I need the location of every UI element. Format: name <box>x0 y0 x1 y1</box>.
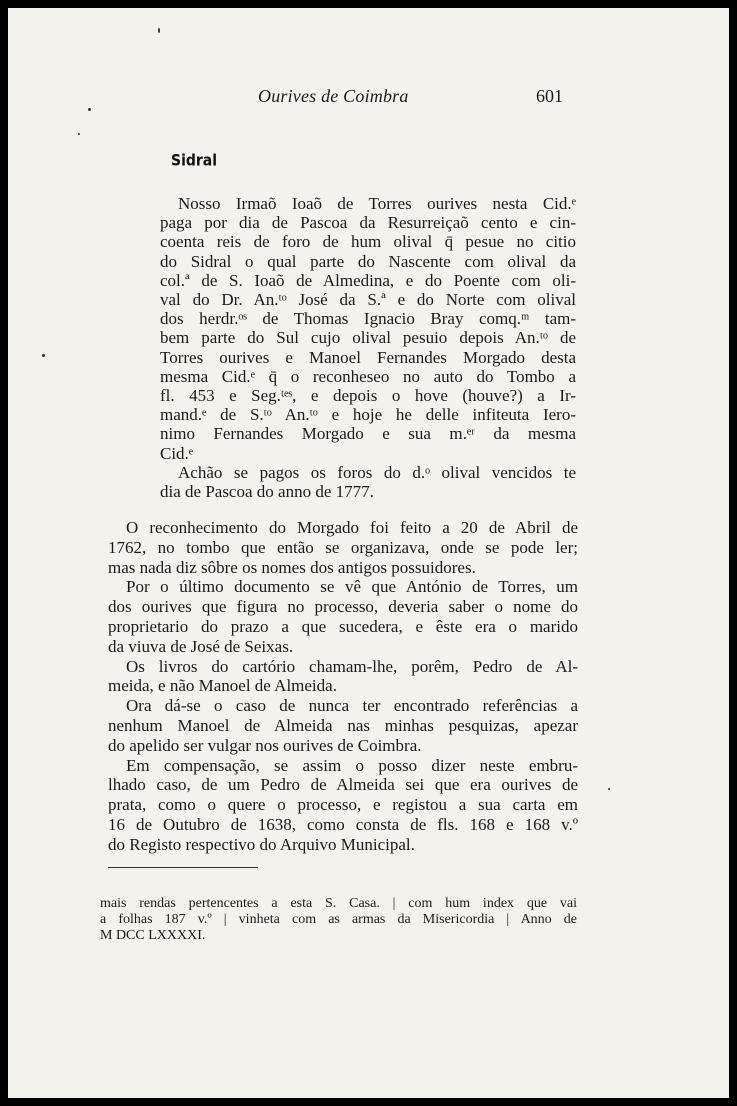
body-line: Por o último documento se vê que António de Torres, um <box>126 577 578 597</box>
footnote-line: M DCC LXXXXI. <box>100 928 206 944</box>
document-line: Torres ourives e Manoel Fernandes Morgado desta <box>160 347 576 367</box>
body-line: mas nada diz sôbre os nomes dos antigos possuidores. <box>108 557 476 577</box>
document-line: bem parte do Sul cujo olival pesuio depois An.ᵗᵒ de <box>160 328 576 348</box>
print-speck <box>78 133 80 135</box>
book-page <box>8 8 729 1098</box>
footnote <box>100 896 577 945</box>
body-line: proprietario do prazo a que sucedera, e êste era o marido <box>108 616 578 636</box>
body-line: 1762, no tombo que então se organizava, onde se pode ler; <box>108 537 578 557</box>
running-head <box>8 86 729 110</box>
body-line: 16 de Outubro de 1638, como consta de fls. 168 e 168 v.º <box>108 814 578 834</box>
body-line: da viuva de José de Seixas. <box>108 636 294 656</box>
body-line: do Registo respectivo do Arquivo Municipal. <box>108 834 415 854</box>
body-text <box>108 518 578 855</box>
section-heading: Sidral <box>171 151 218 171</box>
print-speck <box>608 788 610 790</box>
document-line: dia de Pascoa do anno de 1777. <box>160 482 374 502</box>
document-line: coenta reis de foro de hum olival q̄ pesue no citio <box>160 232 576 252</box>
body-line: meida, e não Manoel de Almeida. <box>108 676 337 696</box>
print-speck <box>158 28 160 33</box>
document-line: nimo Fernandes Morgado e sua m.ᵉʳ da mesma <box>160 424 576 444</box>
body-line: Em compensação, se assim o posso dizer neste embru- <box>126 755 578 775</box>
document-line: dos herdr.ᵒˢ de Thomas Ignacio Bray comq.ᵐ tam- <box>160 309 576 329</box>
document-line: Nosso Irmaõ Ioaõ de Torres ourives nesta Cid.ᵉ <box>178 194 576 213</box>
body-line: lhado caso, de um Pedro de Almeida sei que era ourives de <box>108 775 578 795</box>
document-line: Cid.ᵉ <box>160 443 194 463</box>
document-line: mand.ᵉ de S.ᵗᵒ An.ᵗᵒ e hoje he delle infiteuta Iero- <box>160 405 576 425</box>
document-line: val do Dr. An.ᵗᵒ José da S.ª e do Norte com olival <box>160 290 576 310</box>
body-line: nenhum Manoel de Almeida nas minhas pesquizas, apezar <box>108 715 578 735</box>
print-speck <box>88 108 91 111</box>
footnote-line: a folhas 187 v.º | vinheta com as armas da Misericordia | Anno de <box>100 912 577 928</box>
body-line: Os livros do cartório chamam-lhe, porêm, Pedro de Al- <box>126 656 578 676</box>
body-line: dos ourives que figura no processo, deveria saber o nome do <box>108 597 578 617</box>
document-line: col.ª de S. Ioaõ de Almedina, e do Poente com oli- <box>160 270 576 290</box>
body-line: do apelido ser vulgar nos ourives de Coimbra. <box>108 735 422 755</box>
footnote-line: mais rendas pertencentes a esta S. Casa. | com hum index que vai <box>100 896 577 911</box>
document-line: mesma Cid.ᵉ q̄ o reconheseo no auto do Tombo a <box>160 366 576 386</box>
transcribed-document <box>160 194 576 501</box>
body-line: prata, como o quere o processo, e registou a sua carta em <box>108 795 578 815</box>
body-line: O reconhecimento do Morgado foi feito a 20 de Abril de <box>126 518 578 537</box>
document-line: fl. 453 e Seg.ᵗᵉˢ, e depois o hove (houve?) a Ir- <box>160 386 576 406</box>
running-title: Ourives de Coimbra <box>258 86 409 106</box>
print-speck <box>42 354 45 357</box>
page-number: 601 <box>536 86 563 106</box>
document-line: Achão se pagos os foros do d.ᵒ olival vencidos te <box>178 462 576 482</box>
document-line: do Sidral o qual parte do Nascente com olival da <box>160 251 576 271</box>
document-line: paga por dia de Pascoa da Resurreiçaõ cento e cin- <box>160 213 576 233</box>
body-line: Ora dá-se o caso de nunca ter encontrado referências a <box>126 696 578 716</box>
footnote-divider <box>108 867 258 868</box>
